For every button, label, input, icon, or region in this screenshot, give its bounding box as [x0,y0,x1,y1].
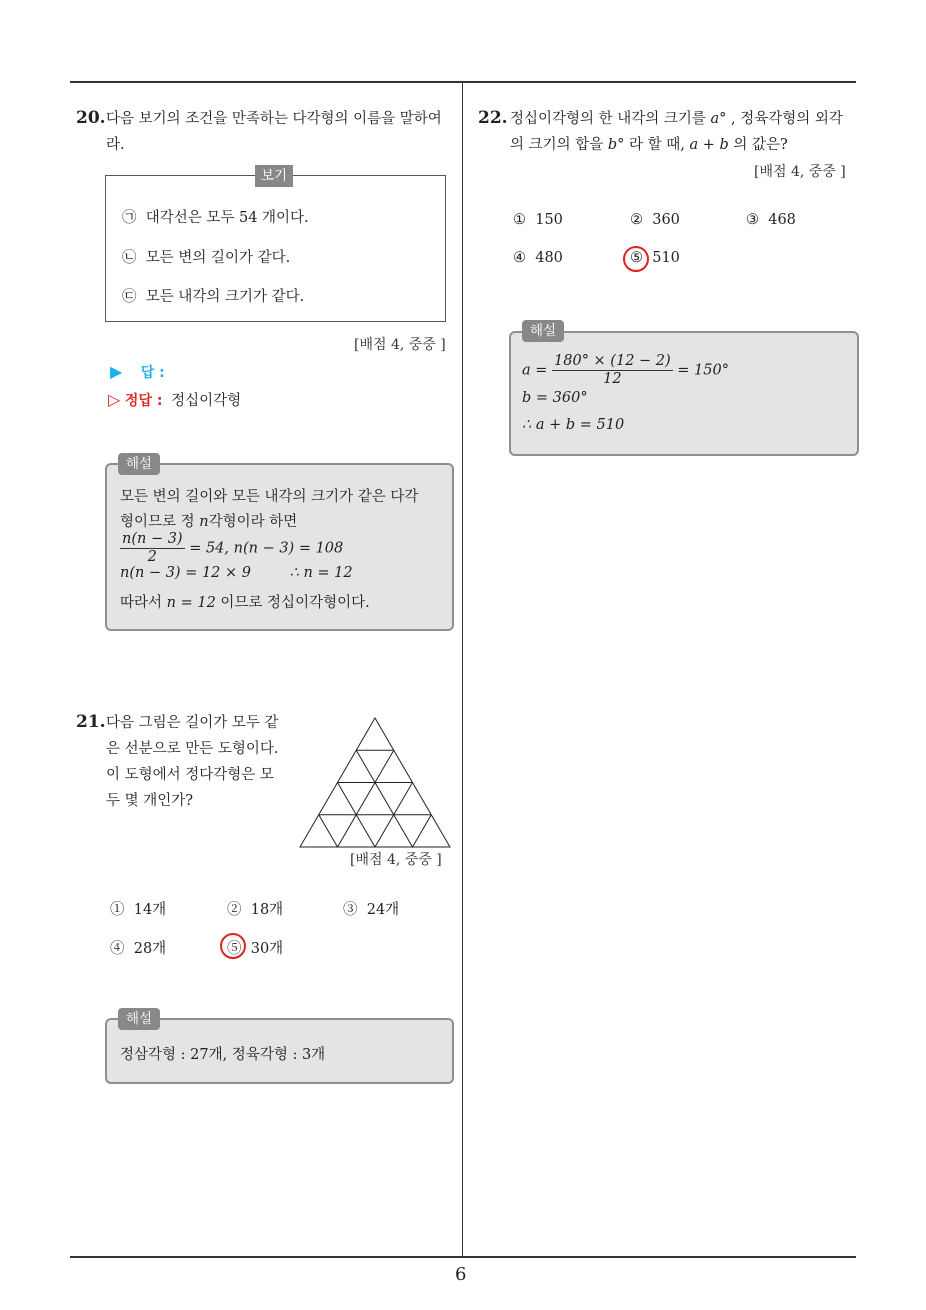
bogi-label: 보기 [255,165,293,187]
score-label: [배점 4, 중중 ] [350,852,442,868]
question-number: 21. [76,712,106,732]
equation-line: n(n − 3) = 12 × 9 ∴ n = 12 [120,565,353,581]
bogi-box [105,175,446,322]
fraction-equation: a = $\frac{180^\circ \times (12 - 2)}{12}$ = 150° [522,353,729,387]
question-text: 다음 보기의 조건을 만족하는 다각형의 이름을 말하여 라. [106,111,442,153]
page-number: 6 [455,1264,467,1285]
outline-play-icon: ▷ [108,390,121,409]
fraction-equation: $\frac{n(n - 3)}{2}$ = 54, n(n − 3) = 108 [122,531,344,565]
solution-label: 해설 [522,320,564,342]
question-text: 정십이각형의 한 내각의 크기를 a° , 정육각형의 외각 의 크기의 합을 b° 라 할 때, a + b 의 값은? [510,111,843,153]
choice-4[interactable]: ④ 28개 [110,941,167,957]
condition-item: ㉡ 모든 변의 길이가 같다. [122,250,291,266]
equation-line: ∴ a + b = 510 [522,417,625,433]
selected-answer-circle [220,933,246,959]
solution-label: 해설 [118,453,160,475]
selected-answer-circle [623,246,649,272]
choice-4[interactable]: ④ 480 [513,250,563,266]
equation-line: b = 360° [522,390,588,406]
choice-3[interactable]: ③ 24개 [343,902,400,918]
choice-3[interactable]: ③ 468 [746,212,796,228]
choice-1[interactable]: ① 150 [513,212,563,228]
solution-box: 정삼각형 : 27개, 정육각형 : 3개 [105,1018,454,1084]
correct-answer-row: ▷ 정답 : 정십이각형 [108,390,242,409]
question-number: 22. [478,108,508,128]
top-rule [70,81,856,83]
score-label: [배점 4, 중중 ] [354,337,446,353]
play-icon: ▶ [110,362,123,381]
choice-1[interactable]: ① 14개 [110,902,167,918]
question-number: 20. [76,108,106,128]
answer-row: ▶ 답 : [110,362,165,381]
choice-5[interactable]: ⑤ 30개 [227,941,284,957]
choice-2[interactable]: ② 360 [630,212,680,228]
condition-item: ㉠ 대각선은 모두 54 개이다. [122,210,309,226]
choice-5[interactable]: ⑤ 510 [630,250,680,266]
solution-box: 모든 변의 길이와 모든 내각의 크기가 같은 다각 형이므로 정 n각형이라 하면 $\frac{n(n - 3)}{2}$ = 54, n(n − 3) = 108 n(n − 3) = 12 × 9 ∴ n = 12 따라서 n = 12 이므로 정십이각형이다. [105,463,454,631]
bottom-rule [70,1256,856,1258]
conclusion-line: 따라서 n = 12 이므로 정십이각형이다. [120,595,370,611]
score-label: [배점 4, 중중 ] [754,164,846,180]
choice-2[interactable]: ② 18개 [227,902,284,918]
solution-box [509,331,859,456]
question-text: 다음 그림은 길이가 모두 같 은 선분으로 만든 도형이다. 이 도형에서 정다각형은 모 두 몇 개인가? [106,715,279,809]
solution-label: 해설 [118,1008,160,1030]
column-divider [462,83,463,1257]
condition-item: ㉢ 모든 내각의 크기가 같다. [122,289,305,305]
triangle-figure [298,716,452,850]
